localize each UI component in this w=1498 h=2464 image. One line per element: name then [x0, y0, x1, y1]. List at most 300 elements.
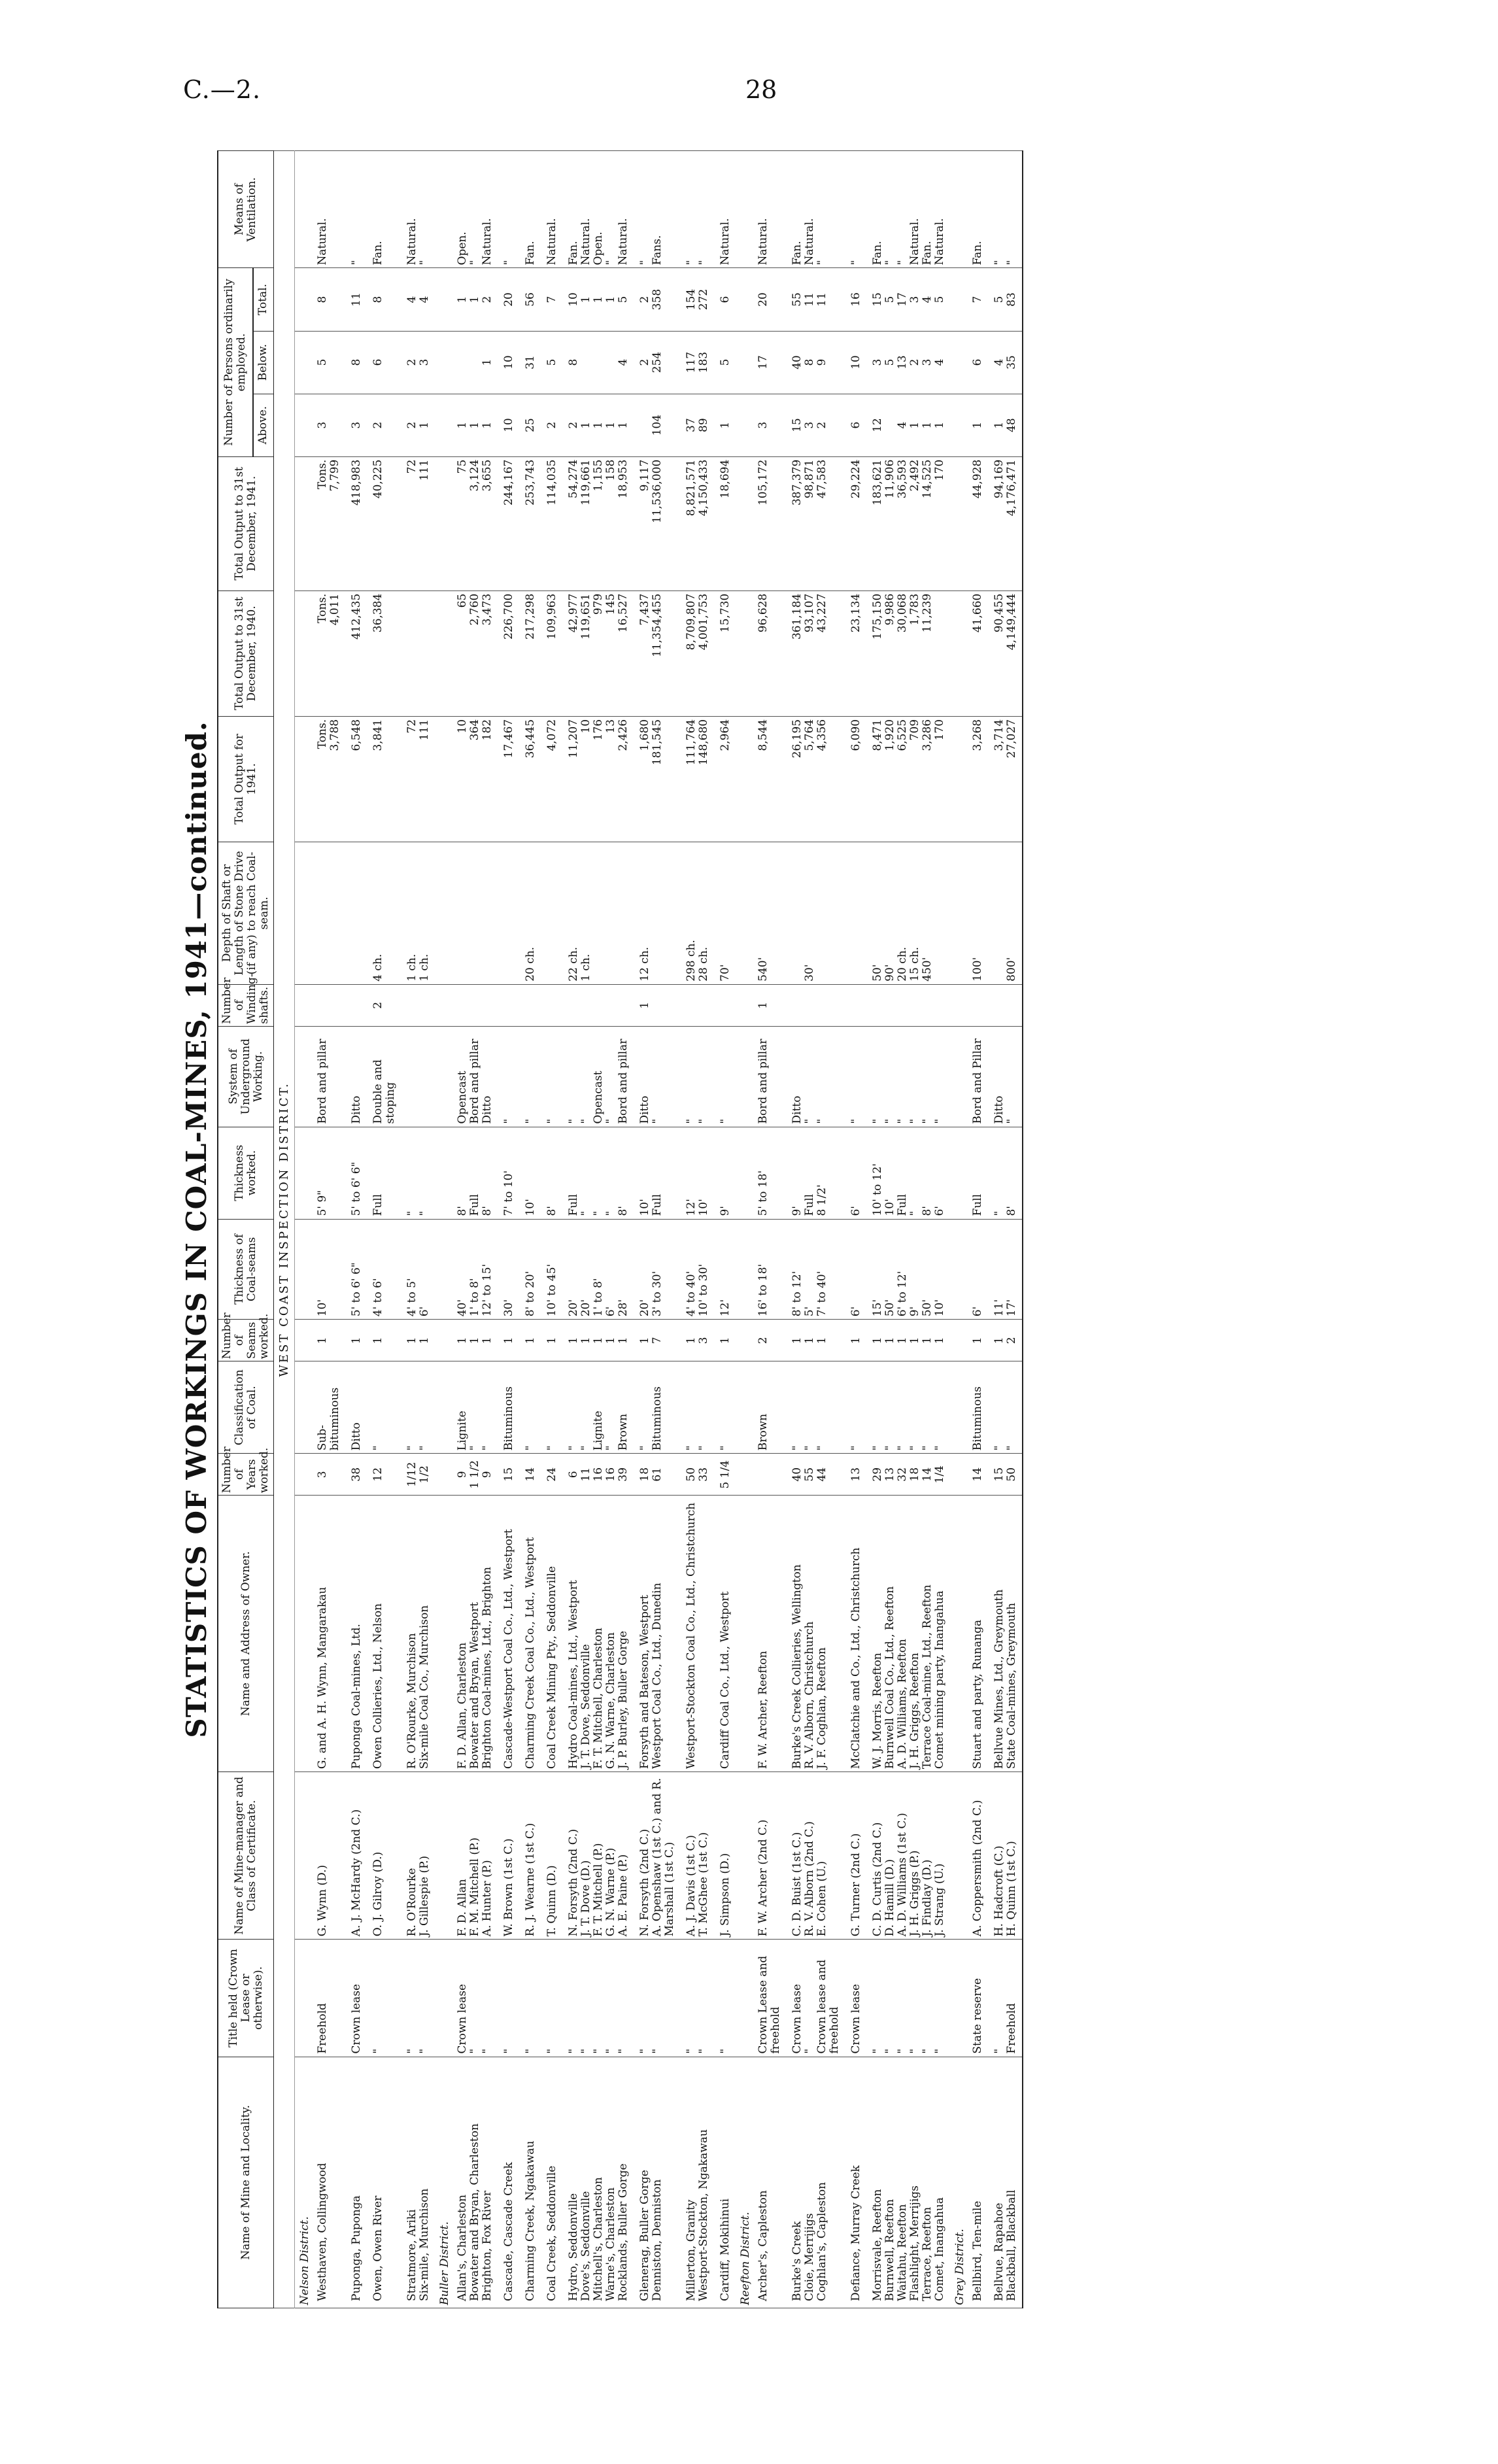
col-owner: Name and Address of Owner.: [218, 1496, 274, 1772]
output-1941-cell: 2,964: [714, 716, 736, 842]
empty-cell: [950, 456, 966, 590]
system-cell: Ditto ": [634, 1026, 680, 1127]
shafts-cell: 1: [752, 984, 786, 1026]
output-1941-cell: Tons. 3,788: [311, 716, 345, 842]
thickness-cell: 4' to 5' 6': [401, 1219, 435, 1320]
above-cell: 1: [966, 394, 988, 456]
table-row: [634, 151, 680, 2308]
title-cell: ": [541, 1940, 562, 2057]
empty-cell: [295, 590, 312, 716]
total-cell: 1 1 2: [451, 268, 498, 331]
seams-cell: 1: [541, 1320, 562, 1361]
ventilation-cell: Natural.: [714, 151, 736, 268]
above-cell: 25: [519, 394, 541, 456]
manager-cell: C. D. Curtis (2nd C.) D. Hamill (D.) A. D. Williams (1st C.) J. H. Griggs (P.) J. Findlay (D.) J. Strang (U.): [866, 1772, 950, 1940]
col-mine: Name of Mine and Locality.: [218, 2057, 274, 2308]
years-cell: 50 33: [680, 1454, 714, 1496]
below-cell: 40 8 9: [786, 331, 845, 394]
class-cell: " ": [680, 1361, 714, 1454]
years-cell: 14: [519, 1454, 541, 1496]
class-cell: Brown: [752, 1361, 786, 1454]
title-cell: " " " " " ": [866, 1940, 950, 2057]
col-worked: Thickness worked.: [218, 1127, 274, 1219]
output-1940-cell: 65 2,760 3,473: [451, 590, 498, 716]
mine-cell: Defiance, Murray Creek: [845, 2057, 866, 2308]
output-total-cell: 105,172: [752, 456, 786, 590]
output-total-cell: 75 3,124 3,655: [451, 456, 498, 590]
total-cell: 154 272: [680, 268, 714, 331]
shafts-cell: [866, 984, 950, 1026]
mine-cell: Westhaven, Collingwood: [311, 2057, 345, 2308]
empty-cell: [950, 1320, 966, 1361]
depth-cell: [311, 842, 345, 985]
ventilation-cell: Open. " Natural.: [451, 151, 498, 268]
mine-cell: Coal Creek, Seddonville: [541, 2057, 562, 2308]
thickness-cell: 10': [311, 1219, 345, 1320]
worked-cell: 5' to 6' 6": [345, 1127, 367, 1219]
worked-cell: 8': [541, 1127, 562, 1219]
page-header: [183, 75, 1425, 114]
empty-cell: [950, 590, 966, 716]
system-cell: ": [845, 1026, 866, 1127]
output-1941-cell: 3,841: [367, 716, 401, 842]
worked-cell: Full " " " 8': [562, 1127, 634, 1219]
depth-cell: [451, 842, 498, 985]
shafts-cell: [345, 984, 367, 1026]
ventilation-cell: Natural. ": [401, 151, 435, 268]
below-cell: 6: [367, 331, 401, 394]
shafts-cell: [541, 984, 562, 1026]
empty-cell: [435, 1772, 451, 1940]
shafts-cell: [786, 984, 845, 1026]
owner-cell: F. W. Archer, Reefton: [752, 1496, 786, 1772]
title-cell: " ": [634, 1940, 680, 2057]
years-cell: 15: [498, 1454, 519, 1496]
depth-cell: 100': [966, 842, 988, 985]
seams-cell: 1 1 1 1 1 1: [866, 1320, 950, 1361]
output-1940-cell: 412,435: [345, 590, 367, 716]
empty-cell: [950, 1454, 966, 1496]
empty-cell: [950, 842, 966, 985]
worked-cell: 12' 10': [680, 1127, 714, 1219]
mine-cell: Bellvue, Rapahoe Blackball, Blackball: [988, 2057, 1023, 2308]
years-cell: 5 1/4: [714, 1454, 736, 1496]
years-cell: 6 11 16 16 39: [562, 1454, 634, 1496]
manager-cell: A. J. Davis (1st C.) T. McGhee (1st C.): [680, 1772, 714, 1940]
manager-cell: N. Forsyth (2nd C.) J. T. Dove (D.) F. T. Mitchell (P.) G. N. Warne (P.) A. E. Paine (P.): [562, 1772, 634, 1940]
below-cell: 8: [345, 331, 367, 394]
table-row: [519, 151, 541, 2308]
class-cell: ": [845, 1361, 866, 1454]
years-cell: 14: [966, 1454, 988, 1496]
owner-cell: Coal Creek Mining Pty., Seddonville: [541, 1496, 562, 1772]
worked-cell: 10' Full: [634, 1127, 680, 1219]
district-label: Reefton District.: [736, 2057, 752, 2308]
output-1941-cell: 72 111: [401, 716, 435, 842]
empty-cell: [950, 1026, 966, 1127]
empty-cell: [736, 1361, 752, 1454]
thickness-cell: 5' to 6' 6": [345, 1219, 367, 1320]
empty-cell: [295, 268, 312, 331]
empty-cell: [295, 842, 312, 985]
title-cell: ": [367, 1940, 401, 2057]
class-cell: Lignite " ": [451, 1361, 498, 1454]
output-1940-cell: [401, 590, 435, 716]
above-cell: 2: [367, 394, 401, 456]
output-1941-cell: 111,764 148,680: [680, 716, 714, 842]
below-cell: 31: [519, 331, 541, 394]
depth-cell: 1 ch. 1 ch.: [401, 842, 435, 985]
above-cell: 37 89: [680, 394, 714, 456]
seams-cell: 1: [498, 1320, 519, 1361]
mine-cell: Bellbird, Ten-mile: [966, 2057, 988, 2308]
col-class: Classification of Coal.: [218, 1361, 274, 1454]
owner-cell: Puponga Coal-mines, Ltd.: [345, 1496, 367, 1772]
manager-cell: H. Hadcroft (C.) H. Quinn (1st C.): [988, 1772, 1023, 1940]
ventilation-cell: Fan.: [519, 151, 541, 268]
shafts-cell: [988, 984, 1023, 1026]
class-cell: Ditto: [345, 1361, 367, 1454]
output-1940-cell: 41,660: [966, 590, 988, 716]
empty-cell: [736, 1026, 752, 1127]
owner-cell: W. J. Morris, Reefton Burnwell Coal Co., Ltd., Reefton A. D. Williams, Reefton J. H. Griggs, Reefton Terrace Coal-mine, Ltd., Reefton Comet mining party, Inangahua: [866, 1496, 950, 1772]
worked-cell: " ": [401, 1127, 435, 1219]
above-cell: 3: [345, 394, 367, 456]
above-cell: 2: [541, 394, 562, 456]
table-row: [845, 151, 866, 2308]
mine-cell: Puponga, Puponga: [345, 2057, 367, 2308]
shafts-cell: [519, 984, 541, 1026]
title-cell: Freehold: [311, 1940, 345, 2057]
years-cell: 24: [541, 1454, 562, 1496]
empty-cell: [736, 1219, 752, 1320]
output-1941-cell: 1,680 181,545: [634, 716, 680, 842]
output-1940-cell: 217,298: [519, 590, 541, 716]
seams-cell: 1 1 1 1 1: [562, 1320, 634, 1361]
col-output-1940: Total Output to 31st December, 1940.: [218, 590, 274, 716]
page-number: 28: [745, 75, 777, 104]
depth-cell: 30': [786, 842, 845, 985]
output-1940-cell: 226,700: [498, 590, 519, 716]
empty-cell: [950, 716, 966, 842]
empty-cell: [295, 151, 312, 268]
empty-cell: [295, 716, 312, 842]
thickness-cell: 4' to 40' 10' to 30': [680, 1219, 714, 1320]
ventilation-cell: Fan. Natural. Open. " Natural.: [562, 151, 634, 268]
page-reference: C.—2.: [183, 75, 262, 104]
empty-cell: [295, 1361, 312, 1454]
empty-cell: [950, 1940, 966, 2057]
table-body: [274, 151, 1023, 2308]
output-total-cell: 8,821,571 4,150,433: [680, 456, 714, 590]
col-persons: Number of Persons ordinarily employed.: [218, 268, 253, 456]
mine-cell: Allan's, Charleston Bowater and Bryan, Charleston Brighton, Fox River: [451, 2057, 498, 2308]
worked-cell: 9': [714, 1127, 736, 1219]
header-row: [218, 151, 253, 2308]
worked-cell: Full: [367, 1127, 401, 1219]
worked-cell: 9' Full 8 1/2': [786, 1127, 845, 1219]
output-1941-cell: 6,548: [345, 716, 367, 842]
total-cell: 8: [367, 268, 401, 331]
manager-cell: A. J. McHardy (2nd C.): [345, 1772, 367, 1940]
seams-cell: 1: [845, 1320, 866, 1361]
class-cell: " " ": [786, 1361, 845, 1454]
depth-cell: [345, 842, 367, 985]
worked-cell: 7' to 10': [498, 1127, 519, 1219]
section-label: WEST COAST INSPECTION DISTRICT.: [274, 151, 295, 2308]
table-row: [311, 151, 345, 2308]
output-1941-cell: 36,445: [519, 716, 541, 842]
seams-cell: 1 7: [634, 1320, 680, 1361]
total-cell: 10 1 1 1 5: [562, 268, 634, 331]
class-cell: " " " " " ": [866, 1361, 950, 1454]
table-row: [451, 151, 498, 2308]
table-row: [786, 151, 845, 2308]
worked-cell: 6': [845, 1127, 866, 1219]
output-total-cell: Tons. 7,799: [311, 456, 345, 590]
col-title: Title held (Crown Lease or otherwise).: [218, 1940, 274, 2057]
mine-cell: Archer's, Capleston: [752, 2057, 786, 2308]
system-cell: Bord and pillar: [752, 1026, 786, 1127]
system-cell: Opencast Bord and pillar Ditto: [451, 1026, 498, 1127]
below-cell: 8 4: [562, 331, 634, 394]
output-1941-cell: 6,090: [845, 716, 866, 842]
output-1940-cell: 90,455 4,149,444: [988, 590, 1023, 716]
shafts-cell: [680, 984, 714, 1026]
ventilation-cell: " Fans.: [634, 151, 680, 268]
seams-cell: 1: [367, 1320, 401, 1361]
empty-cell: [435, 1127, 451, 1219]
col-depth: Depth of Shaft or Length of Stone Drive (if any) to reach Coal-seam.: [218, 842, 274, 985]
manager-cell: F. W. Archer (2nd C.): [752, 1772, 786, 1940]
district-label: Grey District.: [950, 2057, 966, 2308]
manager-cell: G. Turner (2nd C.): [845, 1772, 866, 1940]
col-total: Total.: [253, 268, 274, 331]
output-1940-cell: Tons. 4,011: [311, 590, 345, 716]
class-cell: ": [519, 1361, 541, 1454]
thickness-cell: 15' 50' 6' to 12' 9' 50' 10': [866, 1219, 950, 1320]
col-below: Below.: [253, 331, 274, 394]
empty-cell: [295, 1219, 312, 1320]
table-row: [498, 151, 519, 2308]
output-1940-cell: 15,730: [714, 590, 736, 716]
table-row: [345, 151, 367, 2308]
empty-cell: [295, 1026, 312, 1127]
owner-cell: Cardiff Coal Co., Ltd., Westport: [714, 1496, 736, 1772]
seams-cell: 1: [311, 1320, 345, 1361]
thickness-cell: 6': [966, 1219, 988, 1320]
shafts-cell: 2: [367, 984, 401, 1026]
output-total-cell: 183,621 11,906 36,593 2,492 14,525 170: [866, 456, 950, 590]
shafts-cell: [311, 984, 345, 1026]
ventilation-cell: Natural.: [752, 151, 786, 268]
seams-cell: 2: [752, 1320, 786, 1361]
worked-cell: " 8': [988, 1127, 1023, 1219]
worked-cell: 8' Full 8': [451, 1127, 498, 1219]
depth-cell: 70': [714, 842, 736, 985]
table-row: [401, 151, 435, 2308]
col-shafts: Number of Winding-shafts.: [218, 984, 274, 1026]
depth-cell: 12 ch.: [634, 842, 680, 985]
empty-cell: [736, 984, 752, 1026]
ventilation-cell: Fan. " " Natural. Fan. Natural.: [866, 151, 950, 268]
depth-cell: 50' 90' 20 ch. 15 ch. 450': [866, 842, 950, 985]
depth-cell: 800': [988, 842, 1023, 985]
seams-cell: 1: [714, 1320, 736, 1361]
total-cell: 11: [345, 268, 367, 331]
seams-cell: 1: [345, 1320, 367, 1361]
owner-cell: R. O'Rourke, Murchison Six-mile Coal Co., Murchison: [401, 1496, 435, 1772]
empty-cell: [295, 1940, 312, 2057]
seams-cell: 1 3: [680, 1320, 714, 1361]
thickness-cell: 8' to 12' 5' 7' to 40': [786, 1219, 845, 1320]
thickness-cell: 10' to 45': [541, 1219, 562, 1320]
class-cell: Bituminous: [498, 1361, 519, 1454]
mine-cell: Morrisvale, Reefton Burnwell, Reefton Waitahu, Reefton Flashlight, Merrijigs Terrace, Reefton Comet, Inangahua: [866, 2057, 950, 2308]
shafts-cell: [401, 984, 435, 1026]
depth-cell: [845, 842, 866, 985]
total-cell: 16: [845, 268, 866, 331]
title-cell: ": [714, 1940, 736, 2057]
class-cell: Sub-bituminous: [311, 1361, 345, 1454]
table-row: [966, 151, 988, 2308]
empty-cell: [435, 842, 451, 985]
system-cell: ": [541, 1026, 562, 1127]
depth-cell: 540': [752, 842, 786, 985]
system-cell: Bord and Pillar: [966, 1026, 988, 1127]
mine-cell: Cardiff, Mokihinui: [714, 2057, 736, 2308]
system-cell: Double and stoping: [367, 1026, 401, 1127]
col-system: System of Underground Working.: [218, 1026, 274, 1127]
output-1940-cell: 36,384: [367, 590, 401, 716]
manager-cell: G. Wynn (D.): [311, 1772, 345, 1940]
empty-cell: [736, 394, 752, 456]
total-cell: 6: [714, 268, 736, 331]
empty-cell: [736, 268, 752, 331]
output-1940-cell: 7,437 11,354,455: [634, 590, 680, 716]
years-cell: 1/12 1/2: [401, 1454, 435, 1496]
title-cell: ": [498, 1940, 519, 2057]
title-cell: Crown lease: [845, 1940, 866, 2057]
above-cell: 6: [845, 394, 866, 456]
output-total-cell: 387,379 98,871 47,583: [786, 456, 845, 590]
output-1940-cell: 23,134: [845, 590, 866, 716]
output-total-cell: 54,274 119,661 1,155 158 18,953: [562, 456, 634, 590]
empty-cell: [950, 1772, 966, 1940]
thickness-cell: 4' to 6': [367, 1219, 401, 1320]
manager-cell: O. J. Gilroy (D.): [367, 1772, 401, 1940]
output-1940-cell: 361,184 93,107 43,227: [786, 590, 845, 716]
output-1941-cell: 4,072: [541, 716, 562, 842]
owner-cell: McClatchie and Co., Ltd., Christchurch: [845, 1496, 866, 1772]
output-1941-cell: 17,467: [498, 716, 519, 842]
ventilation-cell: " ": [988, 151, 1023, 268]
class-cell: ": [367, 1361, 401, 1454]
total-cell: 4 4: [401, 268, 435, 331]
manager-cell: A. Coppersmith (2nd C.): [966, 1772, 988, 1940]
thickness-cell: 11' 17': [988, 1219, 1023, 1320]
system-cell: [401, 1026, 435, 1127]
owner-cell: G. and A. H. Wynn, Mangarakau: [311, 1496, 345, 1772]
system-cell: Ditto: [345, 1026, 367, 1127]
empty-cell: [295, 1320, 312, 1361]
seams-cell: 1 1 1: [451, 1320, 498, 1361]
below-cell: 3 5 13 2 3 4: [866, 331, 950, 394]
empty-cell: [435, 456, 451, 590]
above-cell: 12 4 1 1 1: [866, 394, 950, 456]
output-total-cell: 40,225: [367, 456, 401, 590]
years-cell: 40 55 44: [786, 1454, 845, 1496]
empty-cell: [295, 1127, 312, 1219]
output-total-cell: 72 111: [401, 456, 435, 590]
output-total-cell: 29,224: [845, 456, 866, 590]
table-row: [367, 151, 401, 2308]
ventilation-cell: Fan.: [367, 151, 401, 268]
total-cell: 56: [519, 268, 541, 331]
empty-cell: [950, 331, 966, 394]
ventilation-cell: " ": [680, 151, 714, 268]
manager-cell: F. D. Allan F. M. Mitchell (P.) A. Hunter (P.): [451, 1772, 498, 1940]
shafts-cell: [498, 984, 519, 1026]
output-1941-cell: 11,207 10 176 13 2,426: [562, 716, 634, 842]
above-cell: 15 3 2: [786, 394, 845, 456]
col-seams: Number of Seams worked.: [218, 1320, 274, 1361]
table-row: [680, 151, 714, 2308]
mine-cell: Stratmore, Ariki Six-mile, Murchison: [401, 2057, 435, 2308]
ventilation-cell: ": [845, 151, 866, 268]
mine-cell: Millerton, Granity Westport-Stockton, Ngakawau: [680, 2057, 714, 2308]
section-row: [274, 151, 295, 2308]
empty-cell: [435, 1496, 451, 1772]
col-ventilation: Means of Ventilation.: [218, 151, 274, 268]
years-cell: 12: [367, 1454, 401, 1496]
empty-cell: [736, 842, 752, 985]
empty-cell: [295, 394, 312, 456]
output-1941-cell: 8,544: [752, 716, 786, 842]
class-cell: ": [714, 1361, 736, 1454]
empty-cell: [435, 984, 451, 1026]
shafts-cell: [562, 984, 634, 1026]
empty-cell: [950, 1496, 966, 1772]
empty-cell: [950, 984, 966, 1026]
worked-cell: 10' to 12' 10' Full " 8' 6': [866, 1127, 950, 1219]
owner-cell: Stuart and party, Runanga: [966, 1496, 988, 1772]
class-cell: " ": [988, 1361, 1023, 1454]
mine-cell: Owen, Owen River: [367, 2057, 401, 2308]
system-cell: " " Opencast " Bord and pillar: [562, 1026, 634, 1127]
years-cell: 9 1 1/2 9: [451, 1454, 498, 1496]
years-cell: 13: [845, 1454, 866, 1496]
empty-cell: [736, 151, 752, 268]
years-cell: 38: [345, 1454, 367, 1496]
title-cell: Crown lease: [345, 1940, 367, 2057]
empty-cell: [295, 331, 312, 394]
total-cell: 55 11 11: [786, 268, 845, 331]
output-1940-cell: 96,628: [752, 590, 786, 716]
manager-cell: R. O'Rourke J. Gillespie (P.): [401, 1772, 435, 1940]
seams-cell: 1: [966, 1320, 988, 1361]
output-1940-cell: 175,150 9,986 30,068 1,783 11,239: [866, 590, 950, 716]
shafts-cell: [714, 984, 736, 1026]
col-output-total: Total Output to 31st December, 1941.: [218, 456, 274, 590]
ventilation-cell: ": [498, 151, 519, 268]
class-cell: " Bituminous: [634, 1361, 680, 1454]
above-cell: 10: [498, 394, 519, 456]
ventilation-cell: ": [345, 151, 367, 268]
table-title: STATISTICS OF WORKINGS IN COAL-MINES, 1941—continued.: [180, 721, 213, 1738]
system-cell: " ": [680, 1026, 714, 1127]
system-cell: Ditto ": [988, 1026, 1023, 1127]
